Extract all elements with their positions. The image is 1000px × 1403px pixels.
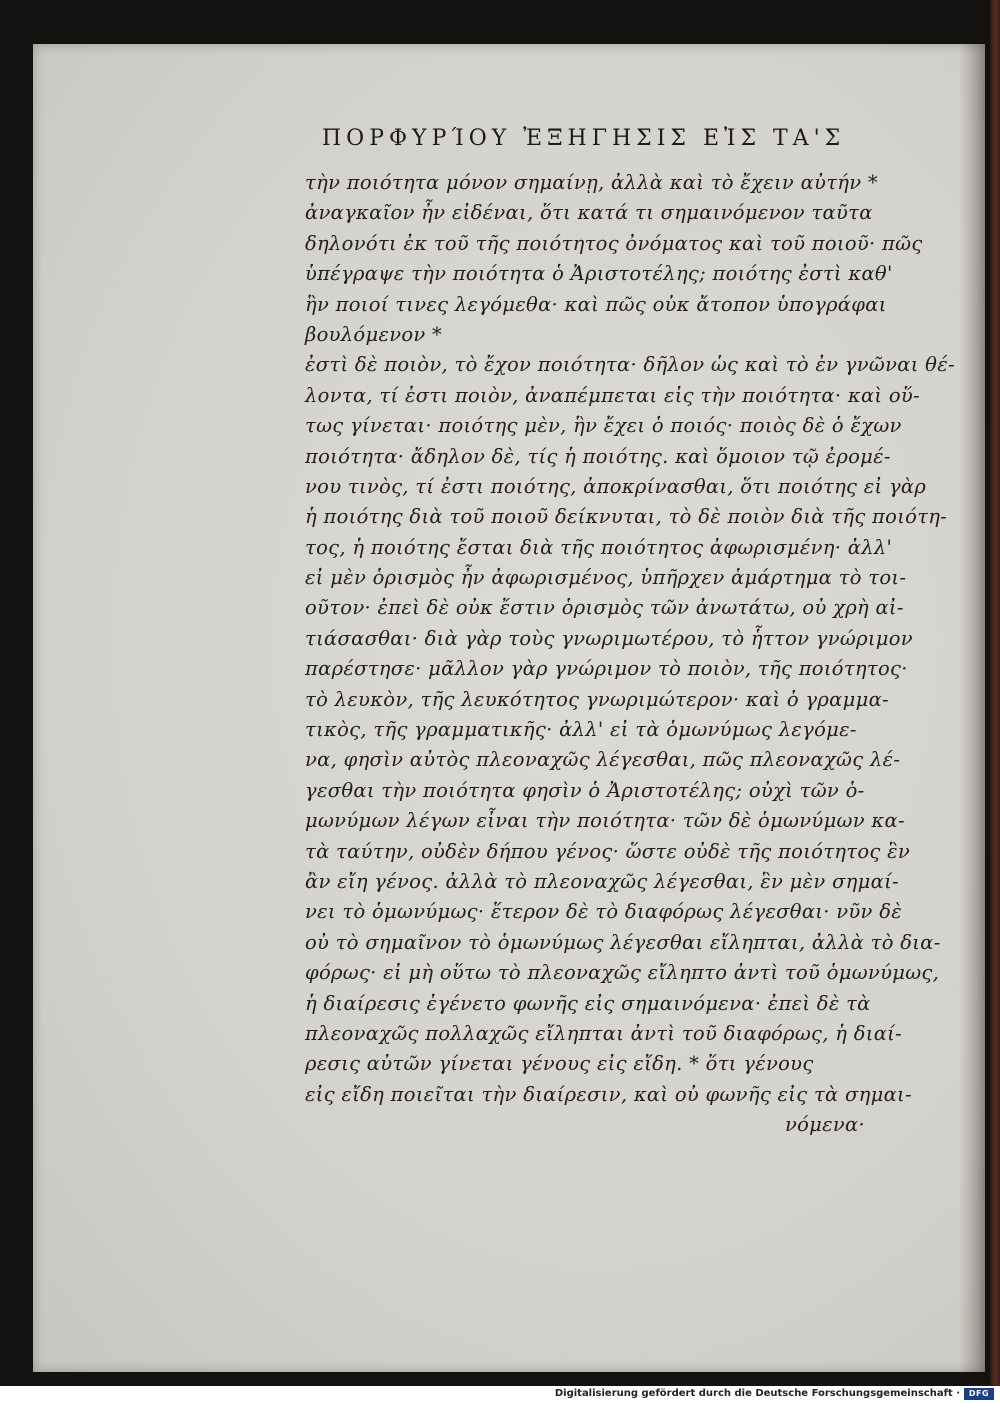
text-line: ἂν εἴη γένος. ἀλλὰ τὸ πλεοναχῶς λέγεσθαι, ἓν μὲν σημαί- — [305, 869, 899, 893]
text-line: ποιότητα· ἄδηλον δὲ, τίς ἡ ποιότης. καὶ ὅμοιον τῷ ἐρομέ- — [305, 444, 891, 468]
text-line: ἡ διαίρεσις ἐγένετο φωνῆς εἰς σημαινόμενα· ἐπεὶ δὲ τὰ — [305, 991, 871, 1015]
text-line: ἡ ποιότης διὰ τοῦ ποιοῦ δείκνυται, τὸ δὲ ποιὸν διὰ τῆς ποιότη- — [305, 505, 948, 529]
text-line: ἀναγκαῖον ἦν εἰδέναι, ὅτι κατά τι σημαινόμενον ταῦτα — [305, 201, 873, 225]
footer-credit: Digitalisierung gefördert durch die Deutsche Forschungsgemeinschaft · — [554, 1388, 960, 1399]
text-line: ὑπέγραψε τὴν ποιότητα ὁ Ἀριστοτέλης; ποιότης ἐστὶ καθ' — [305, 262, 893, 286]
text-line: δηλονότι ἐκ τοῦ τῆς ποιότητος ὀνόματος καὶ τοῦ ποιοῦ· πῶς — [305, 231, 923, 255]
main-text-block — [305, 168, 955, 1141]
text-line: παρέστησε· μᾶλλον γὰρ γνώριμον τὸ ποιὸν, τῆς ποιότητος· — [305, 657, 908, 681]
text-line: τιάσασθαι· διὰ γὰρ τοὺς γνωριμωτέρου, τὸ ἧττον γνώριμον — [305, 626, 913, 650]
text-line: νου τινὸς, τί ἐστι ποιότης, ἀποκρίνασθαι, ὅτι ποιότης εἰ γὰρ — [305, 474, 927, 498]
text-line: βουλόμενον * — [305, 322, 443, 346]
text-line: φόρως· εἰ μὴ οὕτω τὸ πλεοναχῶς εἴληπτο ἀντὶ τοῦ ὁμωνύμως, — [305, 961, 940, 985]
page-gutter-shadow — [959, 44, 985, 1372]
text-line: νει τὸ ὁμωνύμως· ἕτερον δὲ τὸ διαφόρως λέγεσθαι· νῦν δὲ — [305, 900, 903, 924]
text-line: πλεοναχῶς πολλαχῶς εἴληπται ἀντὶ τοῦ διαφόρως, ἡ διαί- — [305, 1021, 903, 1045]
text-line: να, φησὶν αὐτὸς πλεοναχῶς λέγεσθαι, πῶς πλεοναχῶς λέ- — [305, 748, 901, 772]
text-line: εἰς εἴδη ποιεῖται τὴν διαίρεσιν, καὶ οὐ φωνῆς εἰς τὰ σημαι- — [305, 1082, 912, 1106]
text-line: τος, ἡ ποιότης ἔσται διὰ τῆς ποιότητος ἀφωρισμένη· ἀλλ' — [305, 535, 893, 559]
text-line: λοντα, τί ἐστι ποιὸν, ἀναπέμπεται εἰς τὴν ποιότητα· καὶ οὕ- — [305, 383, 920, 407]
text-line: γεσθαι τὴν ποιότητα φησὶν ὁ Ἀριστοτέλης; οὐχὶ τῶν ὁ- — [305, 778, 865, 802]
text-line: νόμενα· — [784, 1113, 865, 1137]
text-line: ἐστὶ δὲ ποιὸν, τὸ ἔχον ποιότητα· δῆλον ὡς καὶ τὸ ἐν γνῶναι θέ- — [305, 353, 955, 377]
text-line: τικὸς, τῆς γραμματικῆς· ἀλλ' εἰ τὰ ὁμωνύμως λεγόμε- — [305, 718, 857, 742]
text-line: οῦτον· ἐπεὶ δὲ οὐκ ἔστιν ὁρισμὸς τῶν ἀνωτάτω, οὐ χρὴ αἰ- — [305, 596, 904, 620]
text-line: οὐ τὸ σημαῖνον τὸ ὁμωνύμως λέγεσθαι εἴληπται, ἀλλὰ τὸ δια- — [305, 930, 941, 954]
text-line: εἰ μὲν ὁρισμὸς ἦν ἀφωρισμένος, ὑπῆρχεν ἁμάρτημα τὸ τοι- — [305, 566, 907, 590]
text-line: ἣν ποιοί τινες λεγόμεθα· καὶ πῶς οὐκ ἄτοπον ὑπογράφαι — [305, 292, 887, 316]
text-line: τὰ ταύτην, οὐδὲν δήπου γένος· ὥστε οὐδὲ τῆς ποιότητος ἓν — [305, 839, 911, 863]
book-cover-edge — [990, 0, 1000, 1386]
dfg-logo: DFG — [964, 1388, 994, 1400]
running-head: ΠΟΡΦΥΡΊΟΥ ἘΞΗΓΗΣΙΣ ΕἸΣ ΤΑ'Σ — [322, 126, 846, 151]
text-line: τὸ λευκὸν, τῆς λευκότητος γνωριμώτερον· καὶ ὁ γραμμα- — [305, 687, 889, 711]
text-line: ρεσις αὐτῶν γίνεται γένους εἰς εἴδη. * ὅτι γένους — [305, 1052, 814, 1076]
text-line: τως γίνεται· ποιότης μὲν, ἣν ἔχει ὁ ποιός· ποιὸς δὲ ὁ ἔχων — [305, 414, 902, 438]
text-line: μωνύμων λέγων εἶναι τὴν ποιότητα· τῶν δὲ ὁμωνύμων κα- — [305, 809, 905, 833]
text-line: τὴν ποιότητα μόνον σημαίνῃ, ἀλλὰ καὶ τὸ ἔχειν αὐτήν * — [305, 171, 878, 194]
